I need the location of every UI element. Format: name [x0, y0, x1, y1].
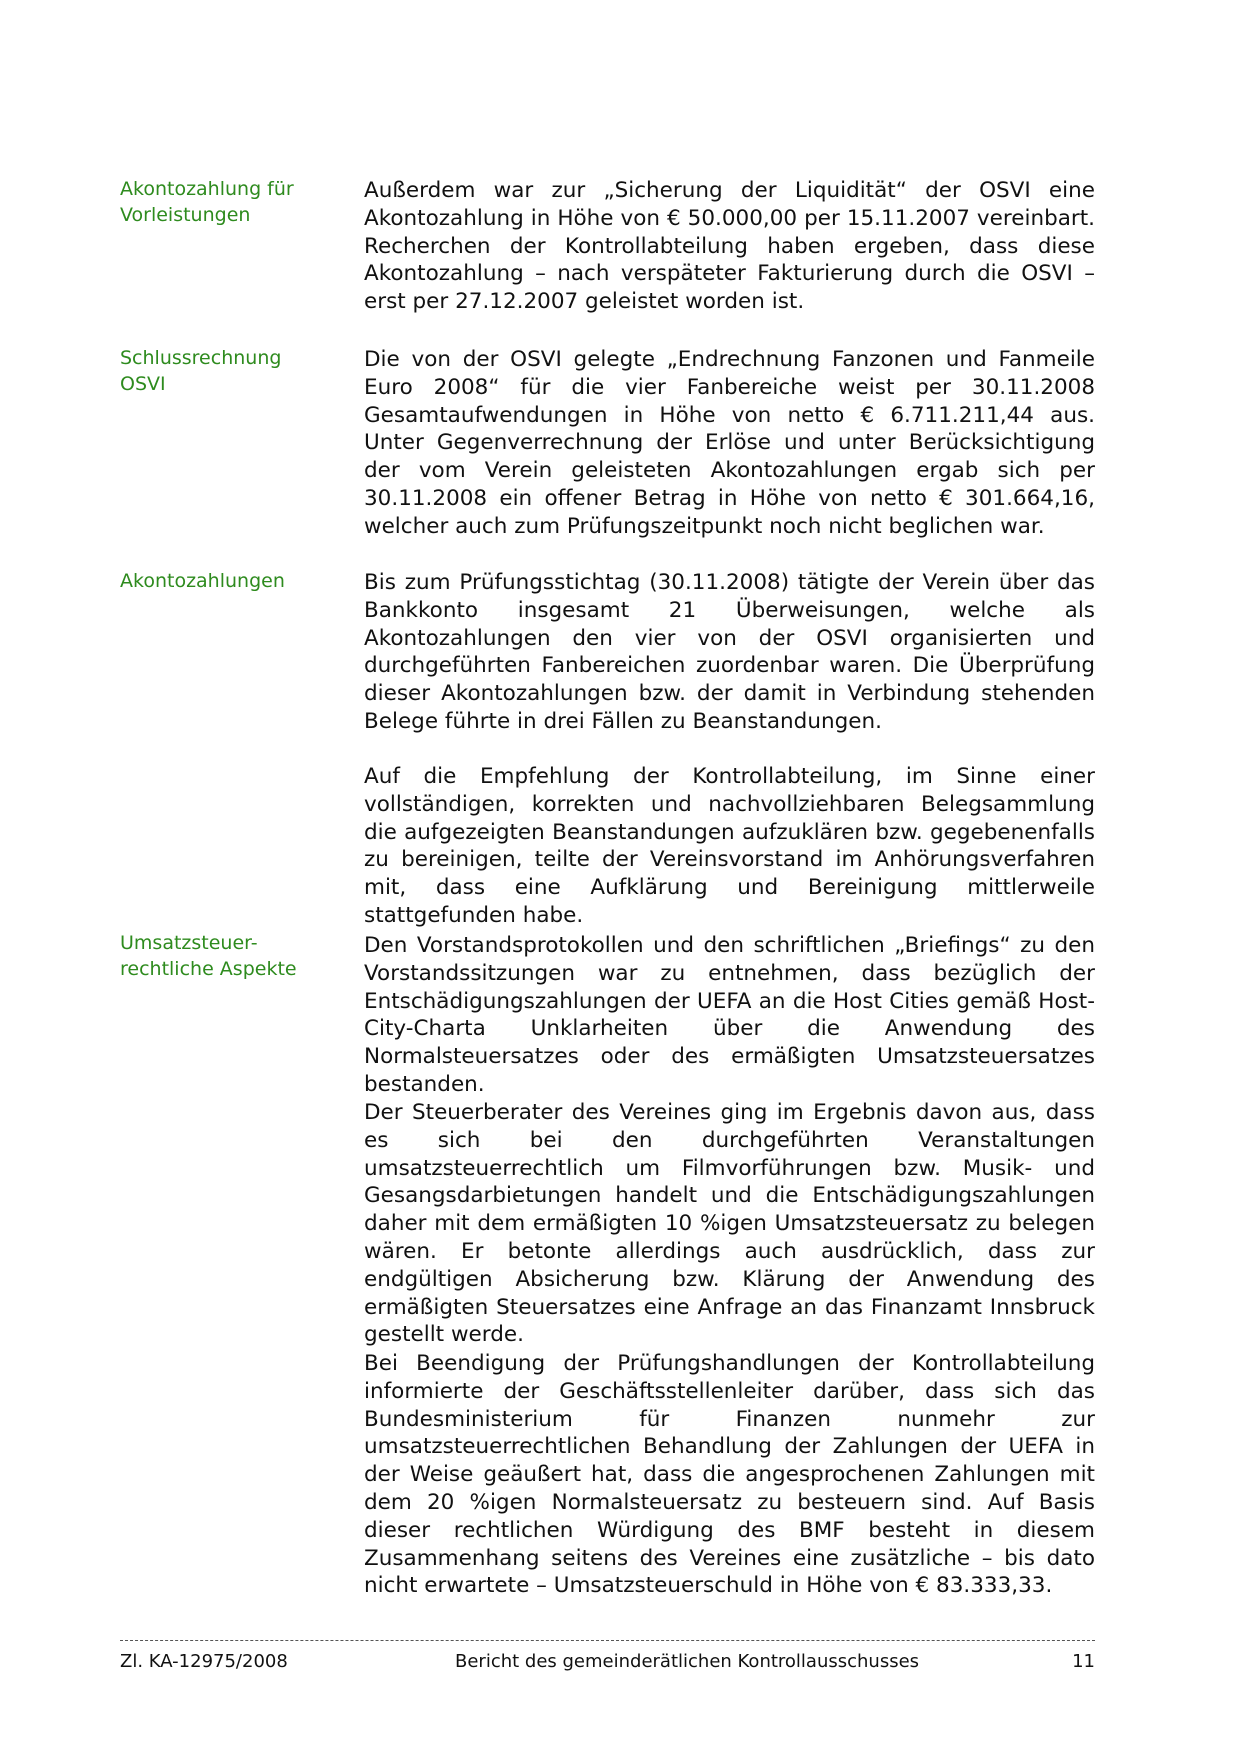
paragraph-umsatzsteuer-1: Den Vorstandsprotokollen und den schriftlichen „Briefings“ zu den Vorstandssitzungen war zu entnehmen, dass bezüglich der Entschädigungszahlungen der UEFA an die Host Cities gemäß Host-City-Charta Unklarheiten über die Anwendung des Normalsteuersatzes oder des ermäßigten Umsatzsteuersatzes bestanden.	[364, 933, 1095, 1097]
paragraph-akontozahlungen-2: Auf die Empfehlung der Kontrollabteilung, im Sinne einer vollständigen, korrekten und nachvollziehbaren Belegsammlung die aufgezeigten Beanstandungen aufzuklären bzw. gegebenenfalls zu bereinigen, teilte der Vereinsvorstand im Anhörungsverfahren mit, dass eine Aufklärung und Bereinigung mittlerweile stattgefunden habe.	[364, 764, 1095, 928]
margin-note-umsatzsteuer	[120, 930, 350, 982]
margin-note-akontozahlungen	[120, 568, 350, 594]
paragraph-umsatzsteuer-2: Der Steuerberater des Vereines ging im Ergebnis davon aus, dass es sich bei den durchgeführten Veranstaltungen umsatzsteuerrechtlich um Filmvorführungen bzw. Musik- und Gesangsdarbietungen handelt und die Entschädigungszahlungen daher mit dem ermäßigten 10 %igen Umsatzsteuersatz zu belegen wären. Er betonte allerdings auch ausdrücklich, dass zur endgültigen Absicherung bzw. Klärung der Anwendung des ermäßigten Steuersatzes eine Anfrage an das Finanzamt Innsbruck gestellt werde.	[364, 1100, 1095, 1348]
margin-note-line: Vorleistungen	[120, 204, 251, 226]
footer-reference: Zl. KA-12975/2008	[120, 1651, 288, 1672]
paragraph-schlussrechnung-osvi: Die von der OSVI gelegte „Endrechnung Fanzonen und Fanmeile Euro 2008“ für die vier Fanbereiche weist per 30.11.2008 Gesamtaufwendungen in Höhe von netto € 6.711.211,44 aus. Unter Gegenverrechnung der Erlöse und unter Berücksichtigung der vom Verein geleisteten Akontozahlungen ergab sich per 30.11.2008 ein offener Betrag in Höhe von netto € 301.664,16, welcher auch zum Prüfungszeitpunkt noch nicht beglichen war.	[364, 347, 1095, 539]
margin-note-line: Akontozahlung für	[120, 178, 294, 200]
margin-note-line: Schlussrechnung	[120, 347, 282, 369]
margin-note-line: Akontozahlungen	[120, 570, 285, 592]
margin-note-schlussrechnung-osvi	[120, 345, 350, 397]
footer-divider	[120, 1640, 1095, 1641]
margin-note-line: Umsatzsteuer-	[120, 932, 258, 954]
page-number: 11	[1072, 1651, 1095, 1672]
paragraph-umsatzsteuer-3: Bei Beendigung der Prüfungshandlungen der Kontrollabteilung informierte der Geschäftsstellenleiter darüber, dass sich das Bundesministerium für Finanzen nunmehr zur umsatzsteuerrechtlichen Behandlung der Zahlungen der UEFA in der Weise geäußert hat, dass die angesprochenen Zahlungen mit dem 20 %igen Normalsteuersatz zu besteuern sind. Auf Basis dieser rechtlichen Würdigung des BMF besteht in diesem Zusammenhang seitens des Vereines eine zusätzliche – bis dato nicht erwartete – Umsatzsteuerschuld in Höhe von € 83.333,33.	[364, 1351, 1095, 1599]
paragraph-akontozahlung-vorleistungen: Außerdem war zur „Sicherung der Liquidität“ der OSVI eine Akontozahlung in Höhe von € 50.000,00 per 15.11.2007 vereinbart. Recherchen der Kontrollabteilung haben ergeben, dass diese Akontozahlung – nach verspäteter Fakturierung durch die OSVI – erst per 27.12.2007 geleistet worden ist.	[364, 178, 1095, 315]
margin-note-akontozahlung-vorleistungen	[120, 176, 350, 228]
margin-note-line: rechtliche Aspekte	[120, 958, 297, 980]
footer-title: Bericht des gemeinderätlichen Kontrollausschusses	[455, 1651, 920, 1672]
margin-note-line: OSVI	[120, 373, 166, 395]
paragraph-akontozahlungen-1: Bis zum Prüfungsstichtag (30.11.2008) tätigte der Verein über das Bankkonto insgesamt 21 Überweisungen, welche als Akontozahlungen den vier von der OSVI organisierten und durchgeführten Fanbereichen zuordenbar waren. Die Überprüfung dieser Akontozahlungen bzw. der damit in Verbindung stehenden Belege führte in drei Fällen zu Beanstandungen.	[364, 570, 1095, 734]
